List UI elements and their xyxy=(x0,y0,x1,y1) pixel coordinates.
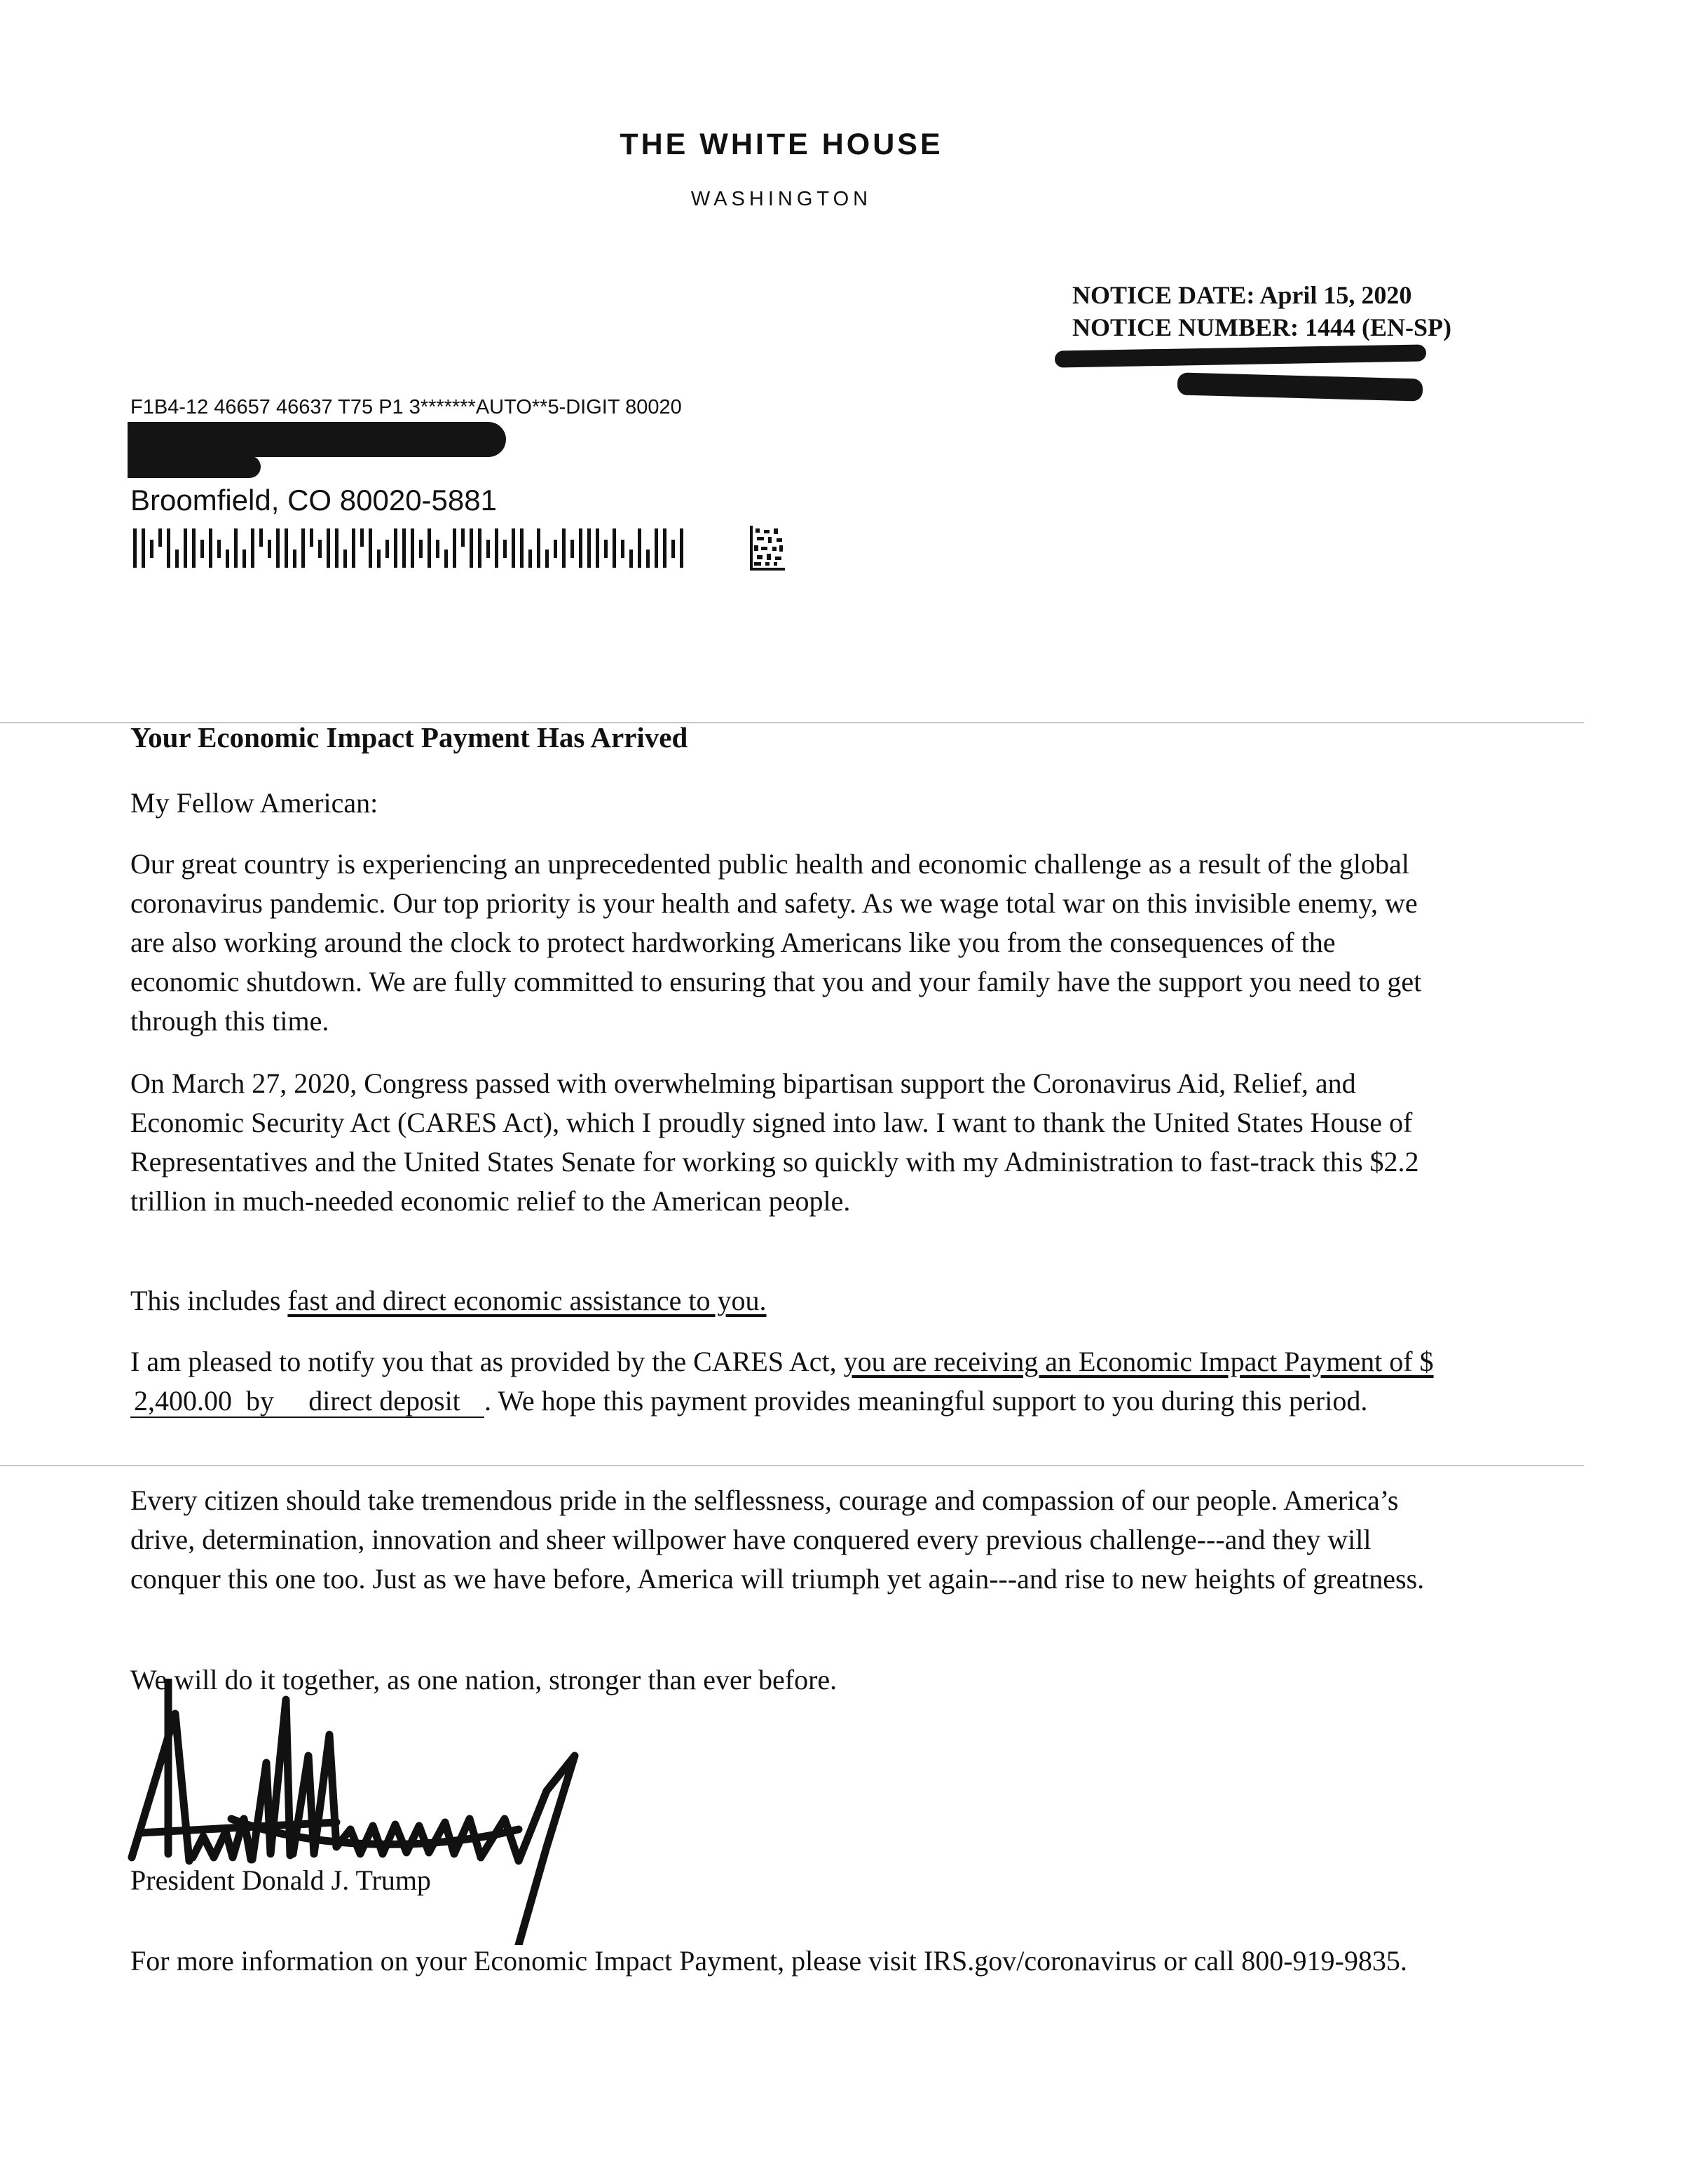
footer-info: For more information on your Economic Impact Payment, please visit IRS.gov/coronavirus or call 800-919-9835. xyxy=(130,1945,1407,1977)
barcode-bar xyxy=(394,528,397,568)
barcode-bar xyxy=(655,528,658,568)
payment-lead: I am pleased to notify you that as provided by the CARES Act, xyxy=(130,1346,844,1377)
barcode-bar xyxy=(310,528,313,547)
letter-salutation: My Fellow American: xyxy=(130,787,378,819)
barcode-bar xyxy=(411,528,414,568)
barcode-bar xyxy=(663,528,666,568)
barcode-bar xyxy=(335,528,339,568)
barcode-bar xyxy=(343,550,347,568)
paragraph-cares-act: On March 27, 2020, Congress passed with overwhelming bipartisan support the Coronavirus Aid, Relief, and Economic Security Act (CARES Act), which I proudly signed into law. I want to thank the United States House of Representatives and the United States Senate for working so quickly with my Administration to fast-track this $2.2 trillion in much-needed economic relief to the American people. xyxy=(130,1067,1419,1217)
barcode-bar xyxy=(629,550,633,568)
barcode-bar xyxy=(503,540,507,558)
paragraph-together: We will do it together, as one nation, stronger than ever before. xyxy=(130,1664,837,1695)
barcode-bar xyxy=(444,550,448,568)
notice-language: (EN-SP) xyxy=(1362,313,1452,341)
barcode-bar xyxy=(327,528,330,568)
notice-number-label: NOTICE NUMBER: xyxy=(1072,313,1299,341)
barcode-bar xyxy=(545,550,549,568)
barcode-bar xyxy=(184,528,187,568)
barcode-bar xyxy=(596,528,599,568)
notice-number xyxy=(1072,311,1451,343)
barcode-bar xyxy=(352,528,355,568)
barcode-bar xyxy=(268,540,271,558)
barcode-bar xyxy=(570,540,574,558)
letter-subject: Your Economic Impact Payment Has Arrived xyxy=(130,721,688,753)
barcode-bar xyxy=(301,528,305,568)
barcode-bar xyxy=(226,550,229,568)
signer-name: President Donald J. Trump xyxy=(130,1864,431,1896)
barcode-bar xyxy=(646,550,650,568)
paragraph-assistance xyxy=(130,1281,1448,1320)
assistance-underlined: fast and direct economic assistance to you. xyxy=(287,1285,767,1316)
barcode-bar xyxy=(167,528,170,568)
barcode-bar xyxy=(318,540,322,558)
barcode-bar xyxy=(554,540,557,558)
barcode-bar xyxy=(377,550,381,568)
barcode-bar xyxy=(192,528,196,568)
notice-number-value: 1444 xyxy=(1305,313,1356,341)
barcode-bar xyxy=(142,528,145,568)
barcode-bar xyxy=(234,528,238,568)
barcode-bar xyxy=(209,528,212,568)
notice-date-value: April 15, 2020 xyxy=(1259,281,1412,309)
barcode-bar xyxy=(242,550,246,568)
scan-line xyxy=(0,1465,1584,1466)
barcode-bar xyxy=(259,528,263,547)
payment-method: direct deposit xyxy=(285,1386,484,1418)
datamatrix-code xyxy=(750,526,785,571)
letterhead-title: THE WHITE HOUSE xyxy=(620,128,943,161)
address-city-line: Broomfield, CO 80020-5881 xyxy=(130,484,497,517)
barcode-bar xyxy=(478,528,481,568)
barcode-bar xyxy=(428,528,431,568)
barcode-bar xyxy=(613,528,616,568)
barcode-bar xyxy=(680,528,683,568)
letterhead-subtitle: WASHINGTON xyxy=(690,188,873,210)
payment-tail: . We hope this payment provides meaningful support to you during this period. xyxy=(484,1385,1368,1417)
barcode-bar xyxy=(285,528,288,568)
assistance-lead: This includes xyxy=(130,1285,288,1316)
barcode-bar xyxy=(528,550,532,568)
barcode-bar xyxy=(200,540,204,558)
barcode-bar xyxy=(175,550,179,568)
barcode-bar xyxy=(293,550,296,568)
barcode-bar xyxy=(251,528,254,568)
barcode-bar xyxy=(470,528,473,568)
barcode-bar xyxy=(604,540,608,558)
barcode-bar xyxy=(537,528,540,568)
barcode-bar xyxy=(158,528,162,547)
barcode-bar xyxy=(461,528,465,547)
barcode-bar xyxy=(436,540,439,558)
barcode-bar xyxy=(150,540,153,558)
paragraph-payment xyxy=(130,1342,1448,1421)
barcode-bar xyxy=(495,528,498,568)
postal-barcode xyxy=(133,527,687,571)
barcode-bar xyxy=(621,540,624,558)
payment-underlined: you are receiving an Economic Impact Payment of $ xyxy=(843,1346,1434,1377)
redaction-bar xyxy=(128,456,261,478)
barcode-bar xyxy=(385,540,389,558)
barcode-bar xyxy=(276,528,280,568)
barcode-bar xyxy=(562,528,566,568)
barcode-bar xyxy=(486,540,490,558)
mail-code-line: F1B4-12 46657 46637 T75 P1 3*******AUTO**5-DIGIT 80020 xyxy=(130,396,682,418)
notice-block xyxy=(1072,279,1451,343)
redaction-bar xyxy=(1055,344,1426,367)
redaction-bar xyxy=(128,422,506,457)
barcode-bar xyxy=(402,528,406,568)
barcode-bar xyxy=(217,540,221,558)
barcode-bar xyxy=(419,540,423,558)
barcode-bar xyxy=(133,528,137,568)
notice-date-label: NOTICE DATE: xyxy=(1072,281,1255,309)
barcode-bar xyxy=(671,540,675,558)
barcode-bar xyxy=(579,528,582,568)
barcode-bar xyxy=(369,528,372,568)
payment-by: by xyxy=(235,1386,285,1418)
payment-amount: 2,400.00 xyxy=(130,1386,235,1418)
paragraph-health-safety: Our great country is experiencing an unprecedented public health and economic challenge as a result of the global coronavirus pandemic. Our top priority is your health and safety. As we wage total war on this invisible enemy, we are also working around the clock to protect hardworking Americans like you from the consequences of the economic shutdown. We are fully committed to ensuring that you and your family have the support you need to get through this time. xyxy=(130,848,1422,1037)
barcode-bar xyxy=(453,528,456,568)
barcode-bar xyxy=(512,528,515,568)
notice-date xyxy=(1072,279,1451,311)
barcode-bar xyxy=(360,528,364,547)
barcode-bar xyxy=(638,528,641,568)
barcode-bar xyxy=(587,528,591,568)
barcode-bar xyxy=(520,528,524,568)
redaction-bar xyxy=(1177,372,1423,401)
paragraph-pride: Every citizen should take tremendous pride in the selflessness, courage and compassion of our people. America’s drive, determination, innovation and sheer willpower have conquered every previous challenge---and they will conquer this one too. Just as we have before, America will triumph yet again---and rise to new heights of greatness. xyxy=(130,1485,1425,1595)
signature-image xyxy=(126,1679,603,1945)
